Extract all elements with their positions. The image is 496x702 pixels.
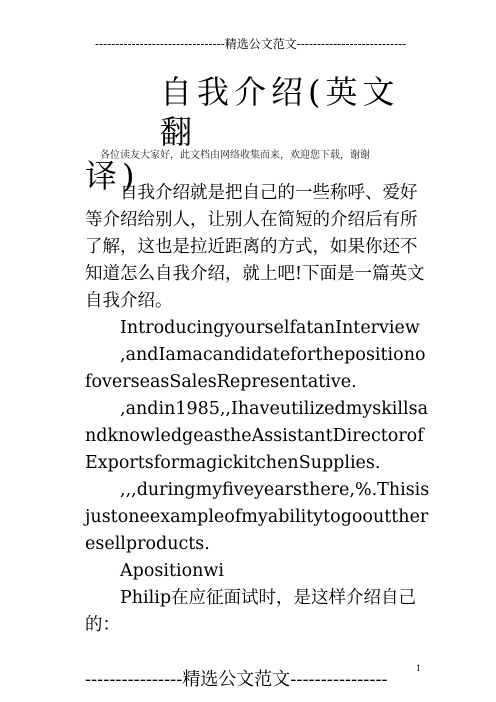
paragraph-intro: 自我介绍就是把自己的一些称呼、爱好等介绍给别人，让别人在简短的介绍后有所了解，这也是拉近距离的方式，如果你还不知道怎么自我介绍，就上吧!下面是一篇英文自我介绍。 — [85, 183, 425, 311]
paragraph: Philip在应征面试时，是这样介绍自己的： — [85, 588, 417, 635]
paragraph: ,andIamacandidateforthepositionofoverseasSalesRepresentative. — [85, 345, 426, 392]
document-subtitle: 各位读友大家好，此文档由网络收集而来，欢迎您下载，谢谢 — [100, 150, 370, 161]
paragraph: Apositionwi — [120, 561, 224, 581]
title-line-2: 译) — [85, 157, 140, 195]
paragraph: ,,,duringmyfiveyearsthere,%.Thisisjustoneexampleofmyabilitytogoouttheresellproducts. — [85, 480, 430, 554]
title-line-1: 自我介绍(英文翻 — [160, 73, 400, 151]
document-body — [85, 180, 430, 639]
page-header: --------------------------------精选公文范文--------------------------- — [95, 37, 407, 51]
page-number: 1 — [416, 664, 422, 673]
paragraph: ,andin1985,,IhaveutilizedmyskillsandknowledgeastheAssistantDirectorofExportsformagickitchenSupplies. — [85, 399, 429, 473]
paragraph: IntroducingyourselfatanInterview — [120, 318, 420, 338]
page-footer: ----------------精选公文范文---------------- — [85, 669, 388, 690]
document-title — [85, 72, 430, 196]
